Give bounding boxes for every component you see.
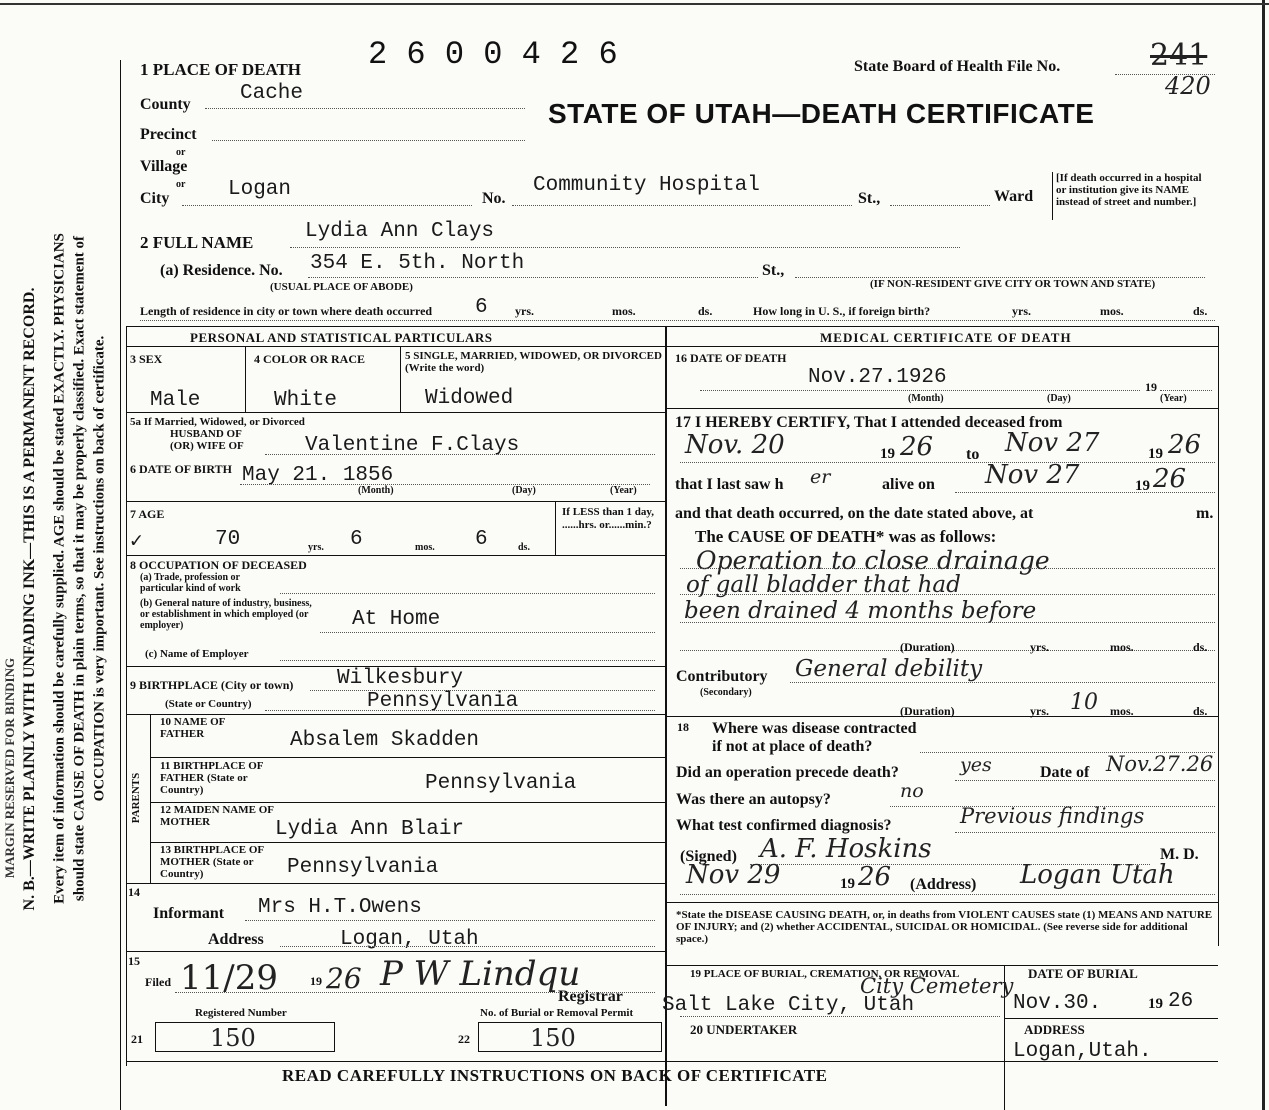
- instructions-footer: READ CAREFULLY INSTRUCTIONS ON BACK OF CERTIFICATE: [282, 1066, 828, 1085]
- dob-label: 6 DATE OF BIRTH: [130, 462, 232, 476]
- top-border: [0, 3, 1269, 5]
- signed-date: Nov 29: [686, 860, 781, 890]
- or-label-1: or: [176, 147, 186, 158]
- filed-year: 26: [326, 962, 362, 995]
- usual-abode-note: (USUAL PLACE OF ABODE): [270, 281, 413, 293]
- spouse-label-2: HUSBAND OF: [170, 428, 242, 440]
- attended-from: Nov. 20: [685, 430, 785, 460]
- age-months: 6: [350, 528, 363, 551]
- file-number-label: State Board of Health File No.: [854, 58, 1061, 75]
- length-residence-value: 6: [475, 296, 488, 319]
- county-value: Cache: [240, 82, 304, 105]
- attended-to: Nov 27: [1005, 428, 1100, 458]
- item-21-label: 21: [131, 1032, 143, 1046]
- place-no-label: No.: [482, 190, 506, 207]
- burial-place: City Cemetery: [860, 974, 1014, 998]
- margin-instruction-2: Every item of information should be carefully supplied. AGE should be stated EXACTLY. PHYSICIANS: [51, 233, 68, 904]
- operation-label: Did an operation precede death?: [676, 764, 899, 781]
- city-value: Logan: [228, 178, 292, 201]
- md-label: M. D.: [1160, 846, 1199, 863]
- signed-label: (Signed): [680, 848, 737, 865]
- county-label: County: [140, 96, 191, 113]
- village-label: Village: [140, 158, 188, 175]
- birthplace-state: Pennsylvania: [367, 690, 519, 713]
- marital-value: Widowed: [425, 387, 514, 410]
- contributory-label: Contributory: [676, 668, 768, 685]
- mother-birthplace: Pennsylvania: [287, 856, 439, 879]
- filed-date: 11/29: [180, 958, 278, 998]
- personal-heading: PERSONAL AND STATISTICAL PARTICULARS: [190, 330, 493, 345]
- item-18-label: 18: [677, 720, 689, 734]
- residence-value: 354 E. 5th. North: [310, 252, 525, 275]
- birthplace-state-label: (State or Country): [165, 698, 252, 710]
- us-ds: ds.: [1193, 304, 1208, 318]
- physician-address: Logan Utah: [1020, 860, 1175, 890]
- certificate-title: STATE OF UTAH—DEATH CERTIFICATE: [548, 98, 1095, 129]
- cause-mos: mos.: [1110, 640, 1134, 654]
- death-time-m: m.: [1196, 505, 1214, 522]
- contributory-yrs: yrs.: [1030, 704, 1049, 718]
- registered-number: 150: [210, 1024, 256, 1052]
- mother-name: Lydia Ann Blair: [275, 818, 465, 841]
- length-residence-label: Length of residence in city or town where death occurred: [140, 304, 433, 318]
- age-ds-label: ds.: [518, 542, 530, 553]
- burial-permit-number: 150: [530, 1024, 576, 1052]
- place-no-value: Community Hospital: [533, 174, 760, 197]
- dob-value: May 21. 1856: [242, 464, 394, 487]
- operation-date: Nov.27.26: [1106, 752, 1214, 776]
- age-less-label: If LESS than 1 day, ......hrs. or......min.?: [562, 506, 655, 531]
- father-name-label: 10 NAME OF FATHER: [160, 716, 225, 740]
- registered-number-label: Registered Number: [195, 1007, 287, 1019]
- file-number: 241: [1150, 38, 1208, 73]
- occupation-b: (b) General nature of industry, business, or establishment in which employed (or employer): [140, 598, 312, 631]
- length-ds: ds.: [698, 304, 713, 318]
- contributory-cause: General debility: [795, 656, 983, 682]
- cause-label: The CAUSE OF DEATH* was as follows:: [695, 527, 997, 546]
- date-of-death-19: 19: [1145, 380, 1157, 394]
- mother-birthplace-label: 13 BIRTHPLACE OF MOTHER (State or Country): [160, 844, 264, 880]
- cause-yrs: yrs.: [1030, 640, 1049, 654]
- item-22-label: 22: [458, 1032, 470, 1046]
- parents-label: PARENTS: [130, 772, 142, 824]
- death-day-label: (Day): [1047, 393, 1071, 404]
- registrar-signature: P W Lindqu: [380, 954, 581, 994]
- death-occurred-label: and that death occurred, on the date stated above, at: [675, 505, 1034, 522]
- filed-year-prefix: 19: [310, 974, 322, 988]
- margin-instruction-3: should state CAUSE OF DEATH in plain terms, so that it may be properly classified. Exact statement of: [71, 235, 88, 902]
- burial-place-label: 19 PLACE OF BURIAL, CREMATION, OR REMOVAL: [690, 968, 960, 980]
- employer-label: (c) Name of Employer: [145, 648, 249, 660]
- spouse-label-1: 5a If Married, Widowed, or Divorced: [130, 416, 305, 428]
- alive-on-year: 26: [1153, 464, 1187, 494]
- age-yrs-label: yrs.: [308, 542, 324, 553]
- serial-number: 2 6 0 0 4 2 6: [368, 36, 618, 73]
- or-label-2: or: [176, 179, 186, 190]
- age-check: ✓: [130, 531, 143, 554]
- occupation-a: (a) Trade, profession or particular kind of work: [140, 572, 241, 594]
- autopsy-value: no: [900, 780, 924, 802]
- ward-note: [If death occurred in a hospital or institution give its NAME instead of street and number.]: [1056, 172, 1202, 208]
- full-name-label: 2 FULL NAME: [140, 233, 254, 252]
- secondary-label: (Secondary): [700, 687, 752, 698]
- signed-year-prefix: 19: [840, 876, 855, 892]
- spouse-label-3: (OR) WIFE OF: [170, 440, 244, 452]
- burial-date-label: DATE OF BURIAL: [1028, 966, 1138, 981]
- cause-duration-label: (Duration): [900, 640, 955, 654]
- dob-year: (Year): [610, 485, 637, 496]
- margin-binding-note: MARGIN RESERVED FOR BINDING: [2, 657, 17, 879]
- undertaker-label: 20 UNDERTAKER: [690, 1022, 798, 1037]
- alive-on-date: Nov 27: [985, 460, 1080, 490]
- age-label: 7 AGE: [130, 507, 165, 521]
- margin-instruction-1: N. B.—WRITE PLAINLY WITH UNFADING INK—THIS IS A PERMANENT RECORD.: [21, 287, 38, 911]
- birthplace-city: Wilkesbury: [337, 667, 464, 690]
- cause-line-3: been drained 4 months before: [684, 598, 1037, 624]
- signed-year: 26: [858, 862, 892, 892]
- age-years: 70: [215, 528, 241, 551]
- sex-value: Male: [150, 389, 201, 412]
- race-value: White: [274, 389, 338, 412]
- contributory-mos: mos.: [1110, 704, 1134, 718]
- father-name: Absalem Skadden: [290, 729, 480, 752]
- last-saw-label: that I last saw h: [675, 476, 784, 493]
- certify-label: 17 I HEREBY CERTIFY, That I attended deceased from: [675, 414, 1063, 431]
- cause-line-1: Operation to close drainage: [696, 546, 1050, 575]
- informant-address-label: Address: [208, 931, 264, 948]
- undertaker-address: Logan,Utah.: [1013, 1040, 1152, 1063]
- spouse-value: Valentine F.Clays: [305, 434, 520, 457]
- place-of-death-label: 1 PLACE OF DEATH: [140, 60, 302, 79]
- attended-to-year: 26: [1168, 430, 1202, 460]
- undertaker-address-label: ADDRESS: [1024, 1022, 1085, 1037]
- length-yrs: yrs.: [515, 304, 534, 318]
- father-birthplace: Pennsylvania: [425, 772, 577, 795]
- father-birthplace-label: 11 BIRTHPLACE OF FATHER (State or Country): [160, 760, 264, 796]
- length-mos: mos.: [612, 304, 636, 318]
- marital-label: 5 SINGLE, MARRIED, WIDOWED, OR DIVORCED (Write the word): [405, 350, 662, 374]
- item-15-label: 15: [128, 954, 140, 968]
- cause-ds: ds.: [1193, 640, 1208, 654]
- residence-label: (a) Residence. No.: [160, 262, 283, 279]
- race-label: 4 COLOR OR RACE: [254, 352, 366, 366]
- nonresident-note: (IF NON-RESIDENT GIVE CITY OR TOWN AND STATE): [870, 278, 1156, 290]
- operation-value: yes: [960, 754, 992, 776]
- death-month-label: (Month): [908, 393, 944, 404]
- death-year-label: (Year): [1160, 393, 1187, 404]
- age-mos-label: mos.: [415, 542, 435, 553]
- cause-line-2: of gall bladder that had: [686, 572, 961, 598]
- physician-address-label: (Address): [910, 876, 977, 893]
- attended-to-label: to: [966, 446, 980, 463]
- informant-value: Mrs H.T.Owens: [258, 896, 422, 919]
- test-label: What test confirmed diagnosis?: [676, 817, 892, 834]
- violent-causes-note: *State the DISEASE CAUSING DEATH, or, in deaths from VIOLENT CAUSES state (1) MEANS AND NATURE OF INJURY; and (2) whether ACCIDENTAL, SUICIDAL OR HOMICIDAL. (See reverse side for additional space.): [676, 909, 1213, 945]
- right-border: [1262, 0, 1265, 1110]
- contributory-ds: ds.: [1193, 704, 1208, 718]
- contributory-duration-label: (Duration): [900, 704, 955, 718]
- date-of-death-label: 16 DATE OF DEATH: [675, 351, 787, 365]
- us-residence-label: How long in U. S., if foreign birth?: [753, 304, 931, 318]
- birthplace-label: 9 BIRTHPLACE (City or town): [130, 678, 294, 692]
- dob-day: (Day): [512, 485, 536, 496]
- us-mos: mos.: [1100, 304, 1124, 318]
- alive-on-19: 19: [1135, 478, 1150, 494]
- attended-from-19: 19: [880, 446, 895, 462]
- burial-year-prefix: 19: [1148, 996, 1163, 1012]
- dob-month: (Month): [358, 485, 394, 496]
- burial-place-2: Salt Lake City, Utah: [662, 994, 915, 1017]
- attended-to-19: 19: [1148, 446, 1163, 462]
- full-name-value: Lydia Ann Clays: [305, 220, 495, 243]
- residence-st-label: St.,: [762, 262, 785, 279]
- occupation-value: At Home: [352, 608, 441, 631]
- medical-heading: MEDICAL CERTIFICATE OF DEATH: [820, 330, 1072, 345]
- file-number-2: 420: [1165, 72, 1211, 100]
- informant-label: Informant: [153, 905, 225, 922]
- ward-label: Ward: [994, 188, 1034, 205]
- physician-signature: A. F. Hoskins: [760, 834, 932, 864]
- where-contracted-label: Where was disease contracted: [712, 720, 917, 737]
- registrar-label: Registrar: [558, 988, 623, 1005]
- operation-date-label: Date of: [1040, 764, 1090, 781]
- mother-name-label: 12 MAIDEN NAME OF MOTHER: [160, 804, 274, 828]
- burial-permit-label: No. of Burial or Removal Permit: [480, 1007, 634, 1019]
- age-days: 6: [475, 528, 488, 551]
- occupation-label: 8 OCCUPATION OF DECEASED: [130, 558, 307, 572]
- margin-instruction-4: OCCUPATION is very important. See instructions on back of certificate.: [91, 335, 108, 802]
- burial-year: 26: [1168, 990, 1194, 1013]
- us-yrs: yrs.: [1012, 304, 1031, 318]
- precinct-label: Precinct: [140, 126, 197, 143]
- item-14-label: 14: [128, 885, 140, 899]
- city-label: City: [140, 190, 170, 207]
- last-saw-h: er: [810, 466, 831, 488]
- where-contracted-label-2: if not at place of death?: [712, 738, 873, 755]
- left-border: [120, 60, 121, 1110]
- burial-date: Nov.30.: [1013, 992, 1102, 1015]
- place-st-label: St.,: [858, 190, 881, 207]
- informant-address: Logan, Utah: [340, 928, 479, 951]
- sex-label: 3 SEX: [130, 352, 163, 366]
- alive-on-label: alive on: [882, 476, 935, 493]
- attended-from-year: 26: [900, 432, 934, 462]
- contributory-duration: 10: [1070, 690, 1098, 715]
- date-of-death: Nov.27.1926: [808, 366, 947, 389]
- test-value: Previous findings: [960, 804, 1145, 828]
- filed-label: Filed: [145, 975, 171, 989]
- autopsy-label: Was there an autopsy?: [676, 791, 831, 808]
